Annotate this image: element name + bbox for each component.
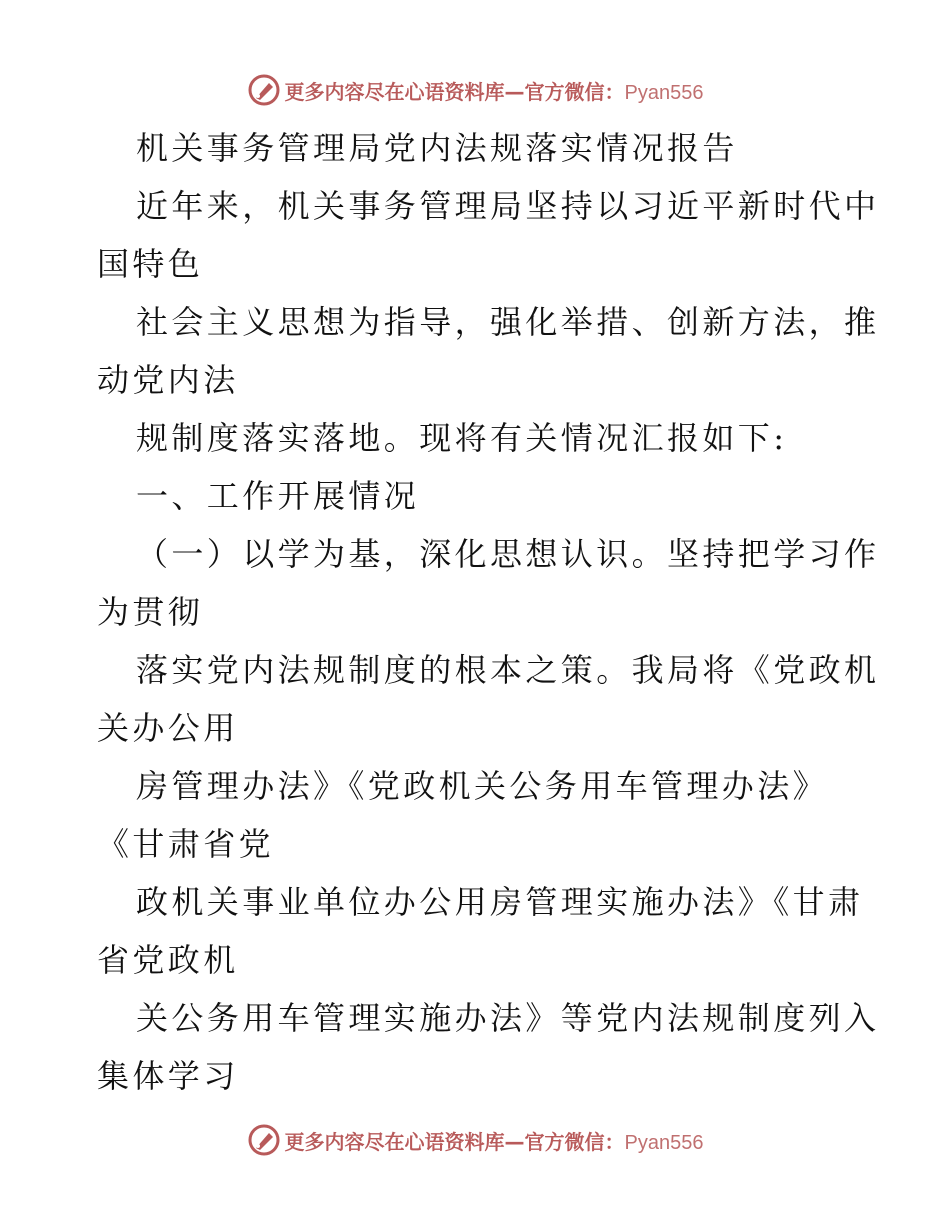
paragraph-line: 集体学习 (97, 1057, 239, 1095)
paragraph-line: 动党内法 (97, 361, 239, 399)
header-banner-wechat-id: Pyan556 (624, 81, 704, 104)
paragraph-line: 政机关事业单位办公用房管理实施办法》《甘肃 (136, 883, 864, 921)
header-banner-text: 更多内容尽在心语资料库—官方微信：Pyan556 (284, 79, 704, 104)
paragraph-line: 省党政机 (97, 941, 239, 979)
paragraph-line: 规制度落实落地。现将有关情况汇报如下: (136, 419, 788, 457)
paragraph-line: 关公务用车管理实施办法》等党内法规制度列入 (136, 999, 880, 1037)
paragraph-line: 房管理办法》《党政机关公务用车管理办法》 (136, 767, 829, 805)
paragraph-line: 国特色 (97, 245, 204, 283)
paragraph-line: （一）以学为基，深化思想认识。坚持把学习作 (136, 535, 880, 573)
footer-banner-wechat-id: Pyan556 (624, 1131, 704, 1154)
footer-banner (0, 1120, 950, 1160)
paragraph-line: 关办公用 (97, 709, 239, 747)
document-title: 机关事务管理局党内法规落实情况报告 (136, 129, 738, 167)
header-banner (0, 70, 950, 110)
paragraph-line: 社会主义思想为指导，强化举措、创新方法，推 (136, 303, 880, 341)
paragraph-line: 《甘肃省党 (97, 825, 275, 863)
paragraph-line: 落实党内法规制度的根本之策。我局将《党政机 (136, 651, 880, 689)
pen-nib-circle-icon (247, 73, 281, 107)
pen-nib-circle-icon (247, 1123, 281, 1157)
paragraph-line: 为贯彻 (97, 593, 204, 631)
footer-banner-text: 更多内容尽在心语资料库—官方微信：Pyan556 (284, 1129, 704, 1154)
paragraph-line: 近年来，机关事务管理局坚持以习近平新时代中 (136, 187, 880, 225)
section-heading: 一、工作开展情况 (136, 477, 420, 515)
